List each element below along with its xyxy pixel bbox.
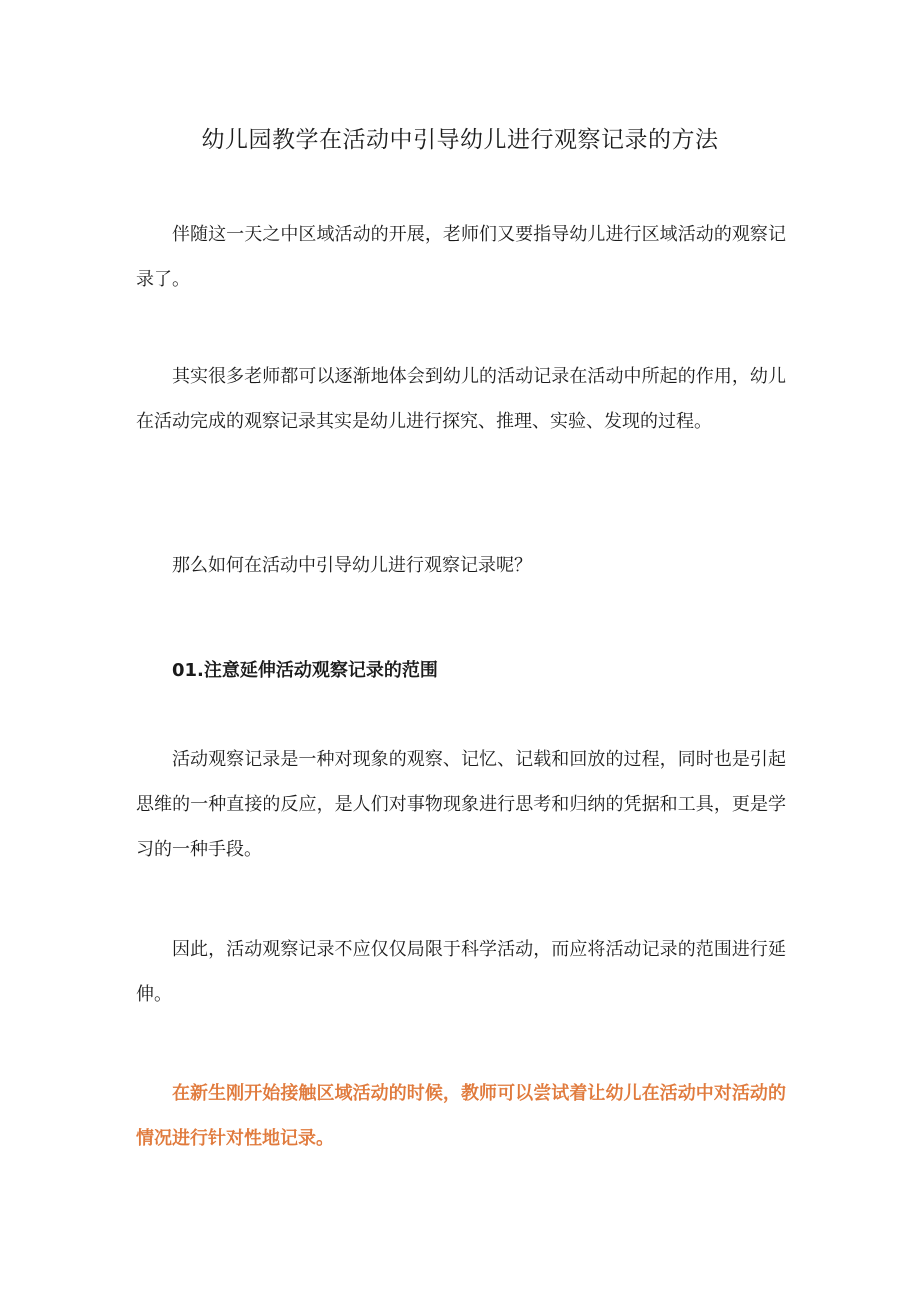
section-paragraph-1: 活动观察记录是一种对现象的观察、记忆、记载和回放的过程，同时也是引起思维的一种直接的反应，是人们对事物现象进行思考和归纳的凭据和工具，更是学习的一种手段。 (136, 749, 786, 860)
paragraph-2: 其实很多老师都可以逐渐地体会到幼儿的活动记录在活动中所起的作用，幼儿在活动完成的观察记录其实是幼儿进行探究、推理、实验、发现的过程。 (136, 366, 786, 432)
paragraph-1: 伴随这一天之中区域活动的开展，老师们又要指导幼儿进行区域活动的观察记录了。 (136, 224, 786, 290)
highlight-paragraph: 在新生刚开始接触区域活动的时候，教师可以尝试着让幼儿在活动中对活动的情况进行针对性地记录。 (136, 1083, 786, 1149)
document-title: 幼儿园教学在活动中引导幼儿进行观察记录的方法 (201, 127, 719, 153)
paragraph-3: 那么如何在活动中引导幼儿进行观察记录呢？ (172, 555, 532, 576)
section-paragraph-2: 因此，活动观察记录不应仅仅局限于科学活动，而应将活动记录的范围进行延伸。 (136, 939, 786, 1005)
section-heading: 01.注意延伸活动观察记录的范围 (172, 660, 438, 681)
